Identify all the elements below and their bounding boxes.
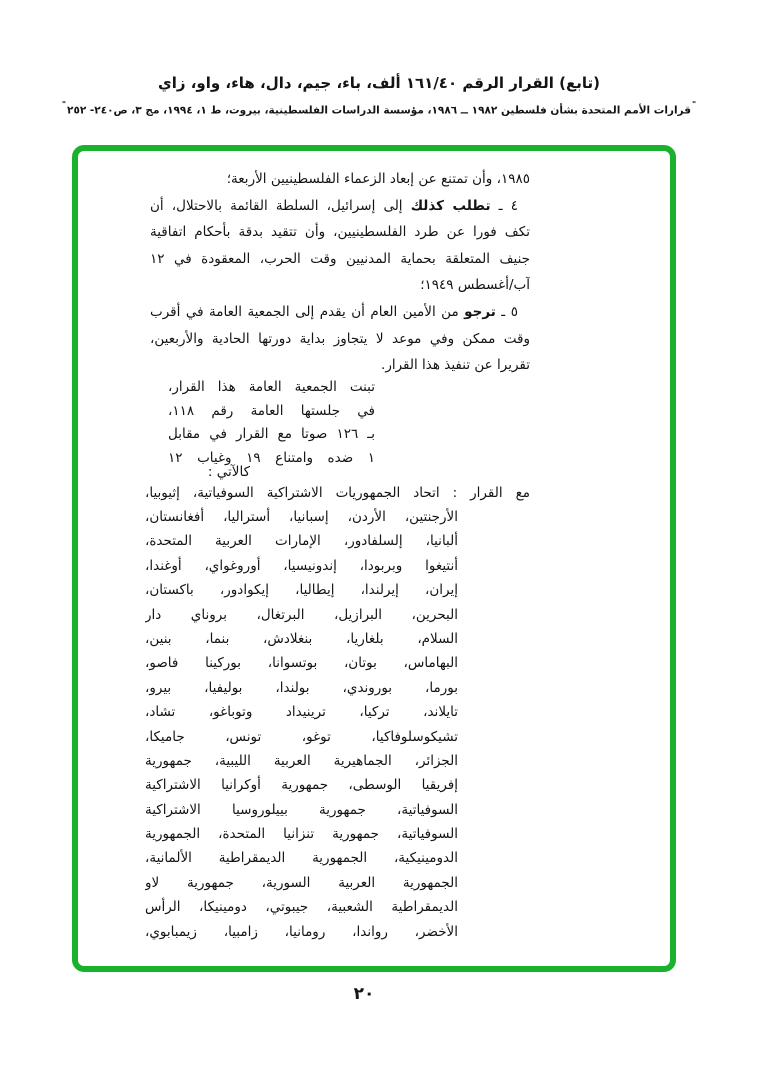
text-line: البهاماس، بوتان، بوتسوانا، بوركينا فاصو،	[145, 655, 458, 672]
resolution-title: (تابع) القرار الرقم ١٦١/٤٠ ألف، باء، جيم، دال، هاء، واو، زاي	[157, 74, 601, 92]
citation-text: قرارات الأمم المتحدة بشأن فلسطين ١٩٨٢ ــ ١٩٨٦، مؤسسة الدراسات الفلسطينية، بيروت، ط ١، ١٩٩٤، مج ٣، ص٢٤٠- ٢٥٢	[67, 104, 691, 117]
citation-open-mark: "	[691, 100, 697, 109]
text-line: إيران، إيرلندا، إيطاليا، إيكوادور، باكستان،	[145, 582, 458, 599]
text-line: تبنت الجمعية العامة هذا القرار،	[168, 379, 375, 395]
citation-close-mark: "	[61, 100, 67, 109]
text-line: أنتيغوا وبربودا، إندونيسيا، أوروغواي، أوغندا،	[145, 557, 458, 574]
paragraph-5	[150, 299, 530, 379]
vote-with-label-line	[145, 481, 530, 506]
text-line: ٤ ـ تطلب كذلك إلى إسرائيل، السلطة القائمة بالاحتلال، أن	[150, 197, 518, 214]
text-line: الدومينيكية، الجمهورية الديمقراطية الألمانية،	[145, 850, 458, 867]
text-line: ١٩٨٥، وأن تمتنع عن إبعاد الزعماء الفلسطينيين الأربعة؛	[226, 171, 530, 187]
text-line: السوفياتية، جمهورية تنزانيا المتحدة، الجمهورية	[145, 826, 458, 843]
text-line: الجزائر، الجماهيرية العربية الليبية، جمهورية	[145, 752, 458, 769]
text-line: البحرين، البرازيل، البرتغال، بروناي دار	[145, 606, 458, 623]
paragraph-continuation	[150, 166, 530, 299]
text-line: تقريرا عن تنفيذ هذا القرار.	[381, 357, 530, 373]
text-line: مع القرار : اتحاد الجمهوريات الاشتراكية السوفياتية، إثيوبيا،	[145, 485, 530, 501]
text-line: آب/أغسطس ١٩٤٩؛	[420, 277, 530, 293]
text-line: الديمقراطية الشعبية، جيبوتي، دومينيكا، الرأس	[145, 899, 458, 916]
text-line: بـ ١٢٦ صوتا مع القرار في مقابل	[168, 426, 375, 442]
text-line: وقت ممكن وفي موعد لا يتجاوز بداية دورتها الحادية والأربعين،	[150, 330, 530, 347]
text-line: الأرجنتين، الأردن، إسبانيا، أستراليا، أفغانستان،	[145, 509, 458, 525]
text-line: تشيكوسلوفاكيا، توغو، تونس، جاميكا،	[145, 728, 458, 745]
text-line: ألبانيا، إلسلفادور، الإمارات العربية المتحدة،	[145, 533, 458, 550]
text-line: في جلستها العامة رقم ١١٨،	[168, 402, 375, 419]
text-line: تكف فورا عن طرد الفلسطينيين، وأن تتقيد بدقة بأحكام اتفاقية	[150, 224, 530, 240]
text-line: جنيف المتعلقة بحماية المدنيين وقت الحرب، المعقودة في ١٢	[150, 250, 530, 267]
source-citation	[0, 102, 758, 117]
text-line: بورما، بوروندي، بولندا، بوليفيا، بيرو،	[145, 679, 458, 696]
adoption-note	[168, 376, 375, 470]
text-line: إفريقيا الوسطى، جمهورية أوكرانيا الاشتراكية	[145, 777, 458, 794]
text-line: ١ ضده وامتناع ١٩ وغياب ١٢	[168, 449, 375, 466]
text-line: ٥ ـ ترجو من الأمين العام أن يقدم إلى الجمعية العامة في أقرب	[150, 304, 518, 320]
as-follows-label: كالآتي :	[207, 464, 250, 480]
text-line: تايلاند، تركيا، ترينيداد وتوباغو، تشاد،	[145, 704, 458, 721]
page-number: ٢٠	[353, 984, 375, 1004]
text-line: السوفياتية، جمهورية بييلوروسيا الاشتراكية	[145, 801, 458, 818]
vote-with-country-list	[145, 505, 458, 944]
text-line: الجمهورية العربية السورية، جمهورية لاو	[145, 874, 458, 891]
text-line: السلام، بلغاريا، بنغلادش، بنما، بنين،	[145, 630, 458, 647]
text-line: الأخضر، رواندا، رومانيا، زامبيا، زيمبابوي،	[145, 923, 458, 940]
